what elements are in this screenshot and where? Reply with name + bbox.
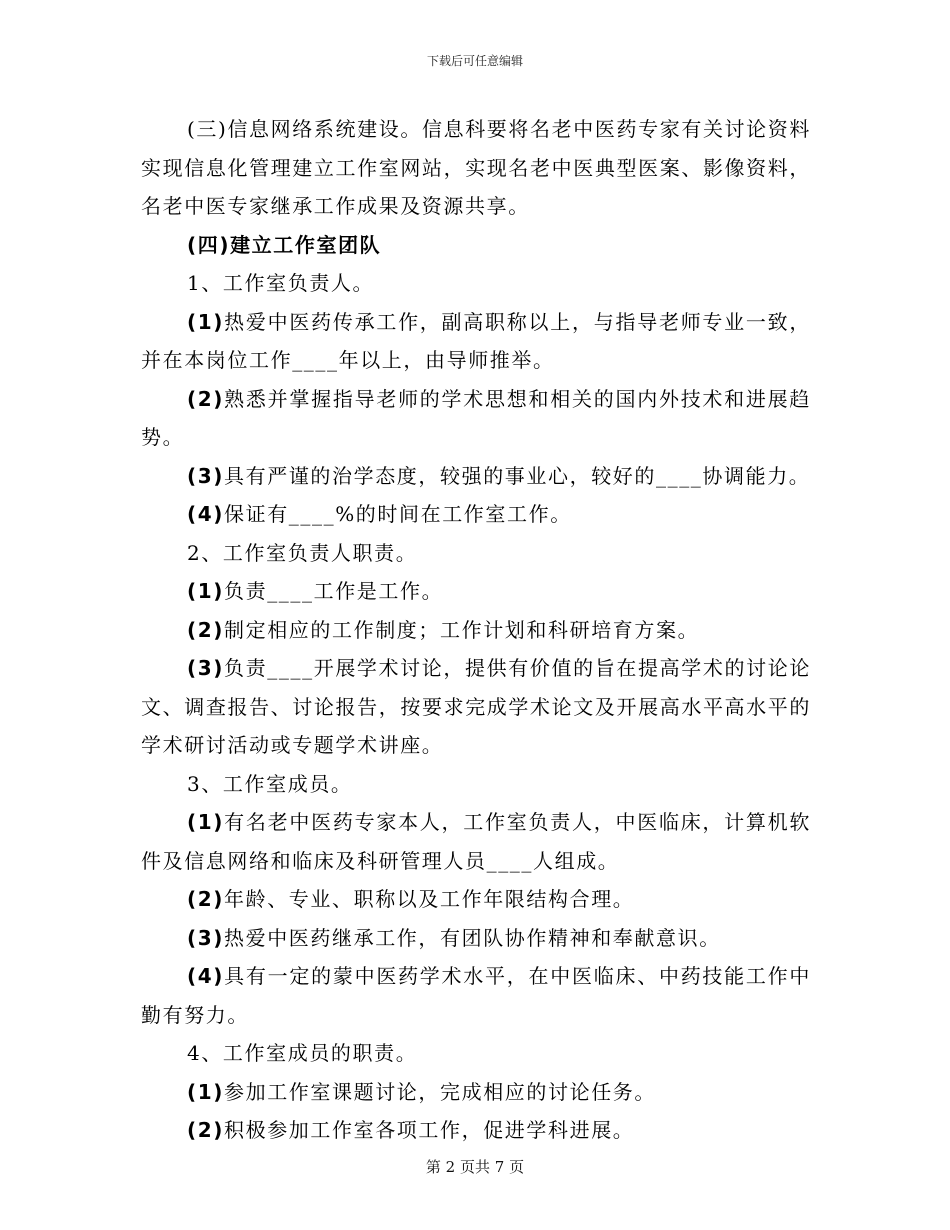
list-item: (2)年龄、专业、职称以及工作年限结构合理。 [187, 887, 635, 911]
list-item: (2)熟悉并掌握指导老师的学术思想和相关的国内外技术和进展趋势。 [141, 386, 811, 449]
section-heading-team: (四)建立工作室团队 [187, 232, 382, 257]
paragraph-info-network: (三)信息网络系统建设。信息科要将名老中医药专家有关讨论资料实现信息化管理建立工作室网站，实现名老中医典型医案、影像资料，名老中医专家继承工作成果及资源共享。 [141, 117, 811, 218]
list-item: (1)负责____工作是工作。 [187, 579, 444, 603]
list-item: (1)热爱中医药传承工作，副高职称以上，与指导老师专业一致，并在本岗位工作____年以上，由导师推举。 [141, 309, 811, 372]
list-item: (4)具有一定的蒙中医药学术水平，在中医临床、中药技能工作中勤有努力。 [141, 964, 811, 1027]
list-item: (4)保证有____%的时间在工作室工作。 [187, 502, 572, 526]
subheading-member-duties: 4、工作室成员的职责。 [187, 1041, 418, 1065]
list-item: (1)有名老中医药专家本人，工作室负责人，中医临床，计算机软件及信息网络和临床及科研管理人员____人组成。 [141, 810, 811, 873]
list-item: (3)具有严谨的治学态度，较强的事业心，较好的____协调能力。 [187, 463, 811, 488]
list-item: (3)热爱中医药继承工作，有团队协作精神和奉献意识。 [187, 925, 721, 950]
subheading-members: 3、工作室成员。 [187, 771, 353, 796]
subheading-lead: 1、工作室负责人。 [187, 271, 375, 295]
list-item: (2)制定相应的工作制度；工作计划和科研培育方案。 [187, 617, 700, 642]
page-footer: 第 2 页共 7 页 [425, 1158, 525, 1176]
page-header: 下载后可任意编辑 [426, 54, 523, 68]
document-body [141, 110, 811, 1150]
subheading-lead-duties: 2、工作室负责人职责。 [187, 540, 418, 565]
list-item: (1)参加工作室课题讨论，完成相应的讨论任务。 [187, 1079, 656, 1104]
list-item: (3)负责____开展学术讨论，提供有价值的旨在提高学术的讨论论文、调查报告、讨论报告，按要求完成学术论文及开展高水平高水平的学术研讨活动或专题学术讲座。 [141, 656, 811, 757]
list-item: (2)积极参加工作室各项工作，促进学科进展。 [187, 1118, 635, 1142]
